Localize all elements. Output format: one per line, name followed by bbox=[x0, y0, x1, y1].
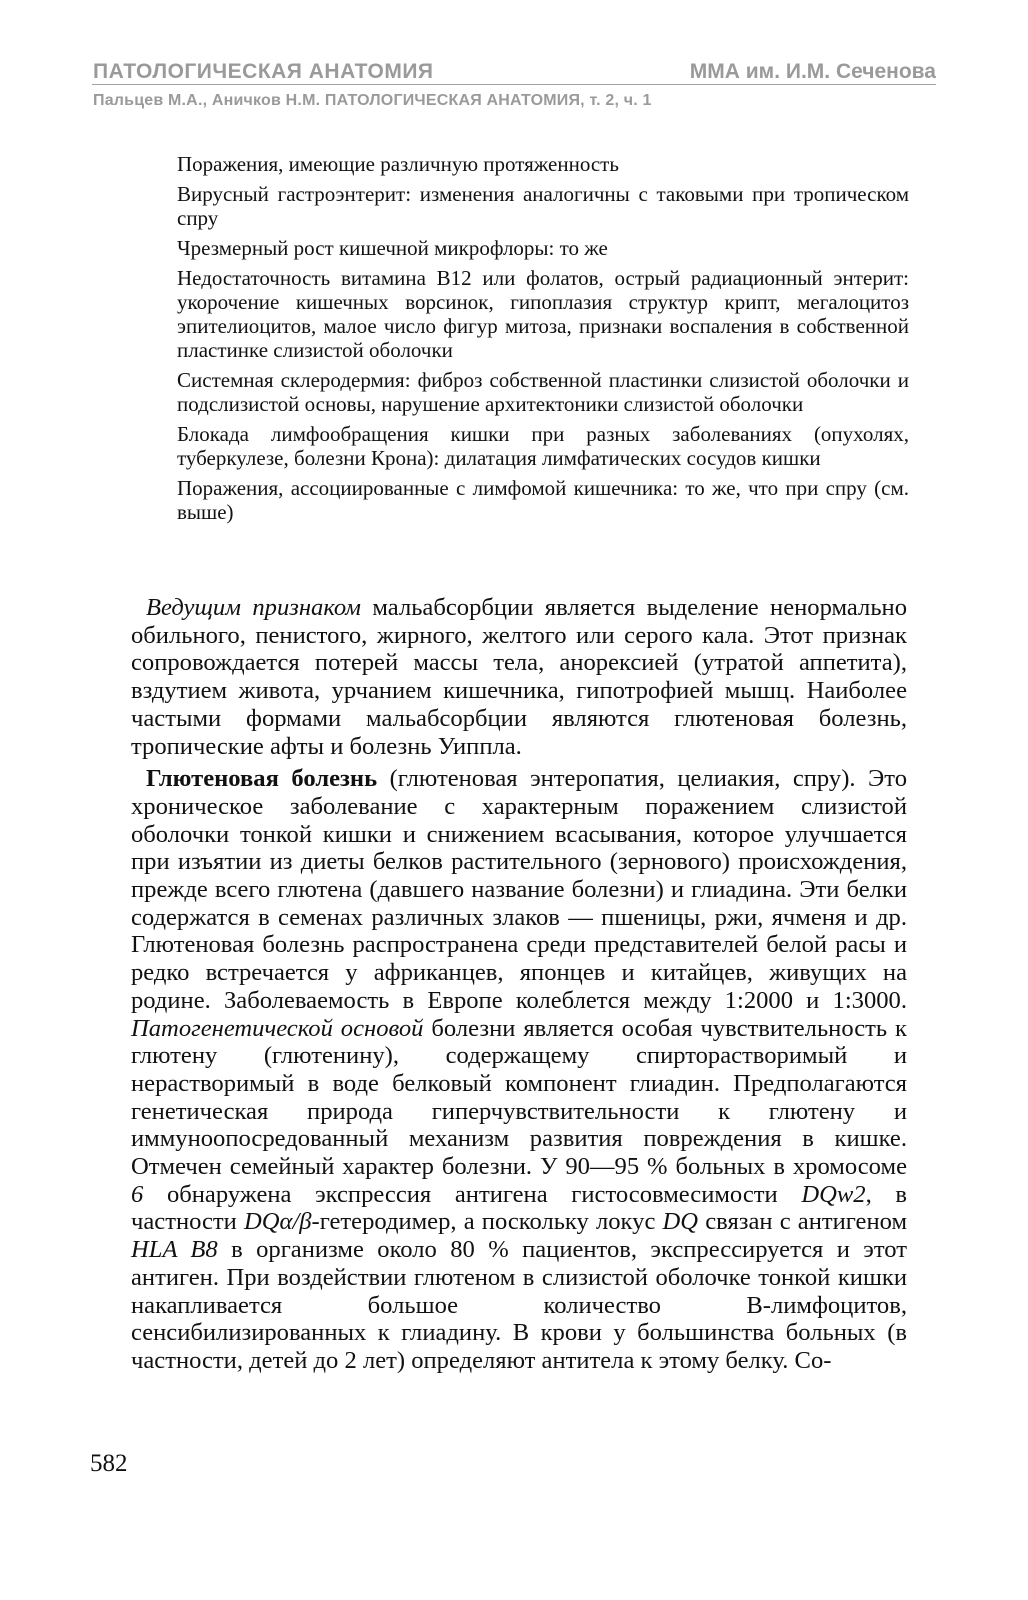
table-row: Вирусный гастроэнтерит: изменения аналогичны с таковыми при тропическом спру bbox=[177, 182, 909, 230]
table-continuation bbox=[177, 152, 909, 530]
paragraph-celiac-disease: Глютеновая болезнь (глютеновая энтеропатия, целиакия, спру). Это хроническое заболевание с характерным поражением слизистой оболочки тонкой кишки и снижением всасывания, которое улучшается при изъятии из диеты белков растительного (зернового) происхождения, прежде всего глютена (давшего название болезни) и глиадина. Эти белки содержатся в семенах различных злаков — пшеницы, ржи, ячменя и др. Глютеновая болезнь распространена среди представителей белой расы и редко встречается у африканцев, японцев и китайцев, живущих на родине. Заболеваемость в Европе колеблется между 1:2000 и 1:3000. Патогенетической основой болезни является особая чувствительность к глютену (глютенину), содержащему спирторастворимый и нерастворимый в воде белковый компонент глиадин. Предполагаются генетическая природа гиперчувствительности к глютену и иммуноопосредованный механизм развития повреждения в кишке. Отмечен семейный характер болезни. У 90—95 % больных в хромосоме 6 обнаружена экспрессия антигена гистосовмесимости DQw2, в частности DQα/β-гетеродимер, а поскольку локус DQ связан с антигеном HLA B8 в организме около 80 % пациентов, экспрессируется и этот антиген. При воздействии глютеном в слизистой оболочке тонкой кишки накапливается большое количество B-лимфоцитов, сенсибилизированных к глиадину. В крови у большинства больных (в частности, детей до 2 лет) определяют антитела к этому белку. Со- bbox=[131, 765, 908, 1374]
table-row: Системная склеродермия: фиброз собственной пластинки слизистой оболочки и подслизистой основы, нарушение архитектоники слизистой оболочки bbox=[177, 368, 909, 416]
running-header-title: ПАТОЛОГИЧЕСКАЯ АНАТОМИЯ bbox=[93, 60, 434, 83]
running-header-subtitle: Пальцев М.А., Аничков Н.М. ПАТОЛОГИЧЕСКАЯ АНАТОМИЯ, т. 2, ч. 1 bbox=[93, 92, 652, 109]
table-row: Недостаточность витамина B12 или фолатов, острый радиационный энтерит: укорочение кишечных ворсинок, гипоплазия структур крипт, мегалоцитоз эпителиоцитов, малое число фигур митоза, признаки воспаления в собственной пластинке слизистой оболочки bbox=[177, 266, 909, 362]
paragraph-malabsorption: Ведущим признаком мальабсорбции является выделение ненормально обильного, пенистого, жирного, желтого или серого кала. Этот признак сопровождается потерей массы тела, анорексией (утратой аппетита), вздутием живота, урчанием кишечника, гипотрофией мышц. Наиболее частыми формами мальабсорбции являются глютеновая болезнь, тропические афты и болезнь Уиппла. bbox=[131, 594, 907, 760]
italic-term: Ведущим признаком bbox=[146, 594, 361, 621]
table-row: Поражения, ассоциированные с лимфомой кишечника: то же, что при спру (см. выше) bbox=[177, 476, 909, 524]
page-number: 582 bbox=[90, 1450, 128, 1477]
table-row: Блокада лимфообращения кишки при разных заболеваниях (опухолях, туберкулезе, болезни Крона): дилатация лимфатических сосудов кишки bbox=[177, 422, 909, 470]
table-row: Поражения, имеющие различную протяженность bbox=[177, 152, 619, 176]
table-row: Чрезмерный рост кишечной микрофлоры: то же bbox=[177, 236, 608, 260]
bold-term: Глютеновая болезнь bbox=[146, 765, 378, 793]
body-text bbox=[131, 594, 907, 1380]
italic-term: Патогенетической основой bbox=[131, 1014, 424, 1042]
header-divider bbox=[92, 84, 936, 85]
running-header-institution: ММА им. И.М. Сеченова bbox=[689, 60, 936, 83]
